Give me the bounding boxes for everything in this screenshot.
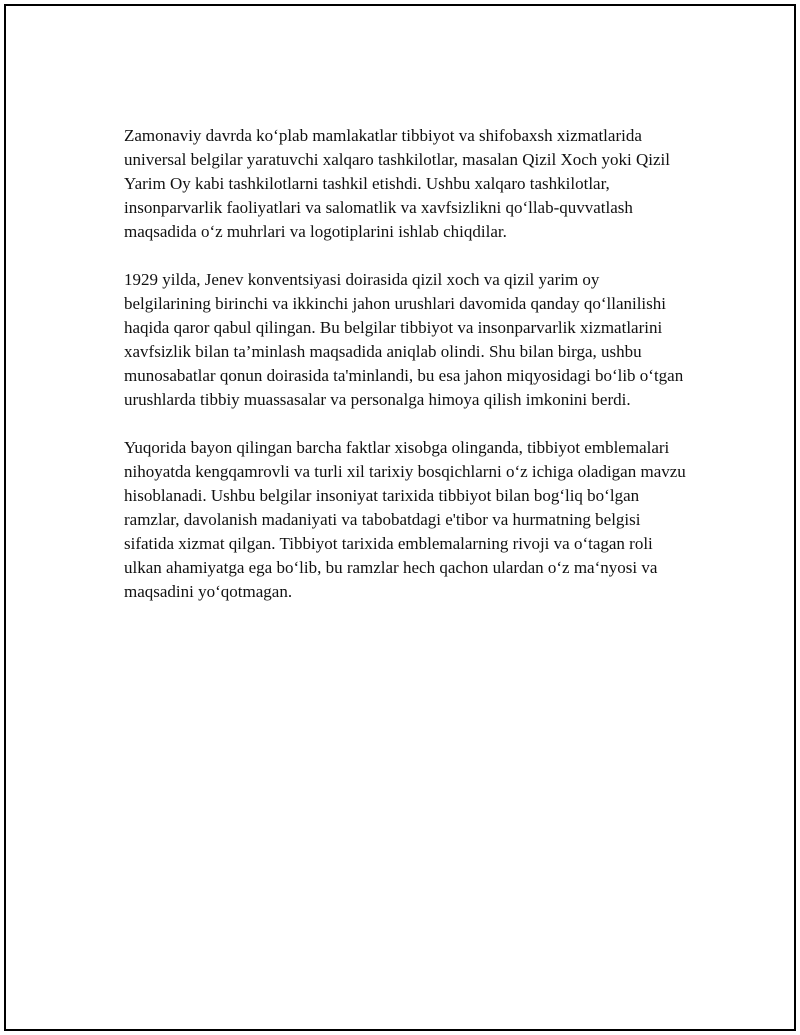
page-frame bbox=[4, 4, 796, 1031]
paragraph-2: 1929 yilda, Jenev konventsiyasi doirasida qizil xoch va qizil yarim oy belgilarining birinchi va ikkinchi jahon urushlari davomida qanday qo‘llanilishi haqida qaror qabul qilingan. Bu belgilar tibbiyot va insonparvarlik xizmatlarini xavfsizlik bilan ta’minlash maqsadida aniqlab olindi. Shu bilan birga, ushbu munosabatlar qonun doirasida ta'minlandi, bu esa jahon miqyosidagi bo‘lib o‘tgan urushlarda tibbiy muassasalar va personalga himoya qilish imkonini berdi. bbox=[124, 270, 684, 409]
paragraph-1: Zamonaviy davrda ko‘plab mamlakatlar tibbiyot va shifobaxsh xizmatlarida universal belgilar yaratuvchi xalqaro tashkilotlar, masalan Qizil Xoch yoki Qizil Yarim Oy kabi tashkilotlarni tashkil etishdi. Ushbu xalqaro tashkilotlar, insonparvarlik faoliyatlari va salomatlik va xavfsizlikni qo‘llab-quvvatlash maqsadida o‘z muhrlari va logotiplarini ishlab chiqdilar. bbox=[124, 126, 670, 241]
document-body bbox=[124, 124, 690, 628]
paragraph-3: Yuqorida bayon qilingan barcha faktlar xisobga olinganda, tibbiyot emblemalari nihoyatda kengqamrovli va turli xil tarixiy bosqichlarni o‘z ichiga oladigan mavzu hisoblanadi. Ushbu belgilar insoniyat tarixida tibbiyot bilan bog‘liq bo‘lgan ramzlar, davolanish madaniyati va tabobatdagi e'tibor va hurmatning belgisi sifatida xizmat qilgan. Tibbiyot tarixida emblemalarning rivoji va o‘tagan roli ulkan ahamiyatga ega bo‘lib, bu ramzlar hech qachon ulardan o‘z ma‘nyosi va maqsadini yo‘qotmagan. bbox=[124, 438, 686, 601]
